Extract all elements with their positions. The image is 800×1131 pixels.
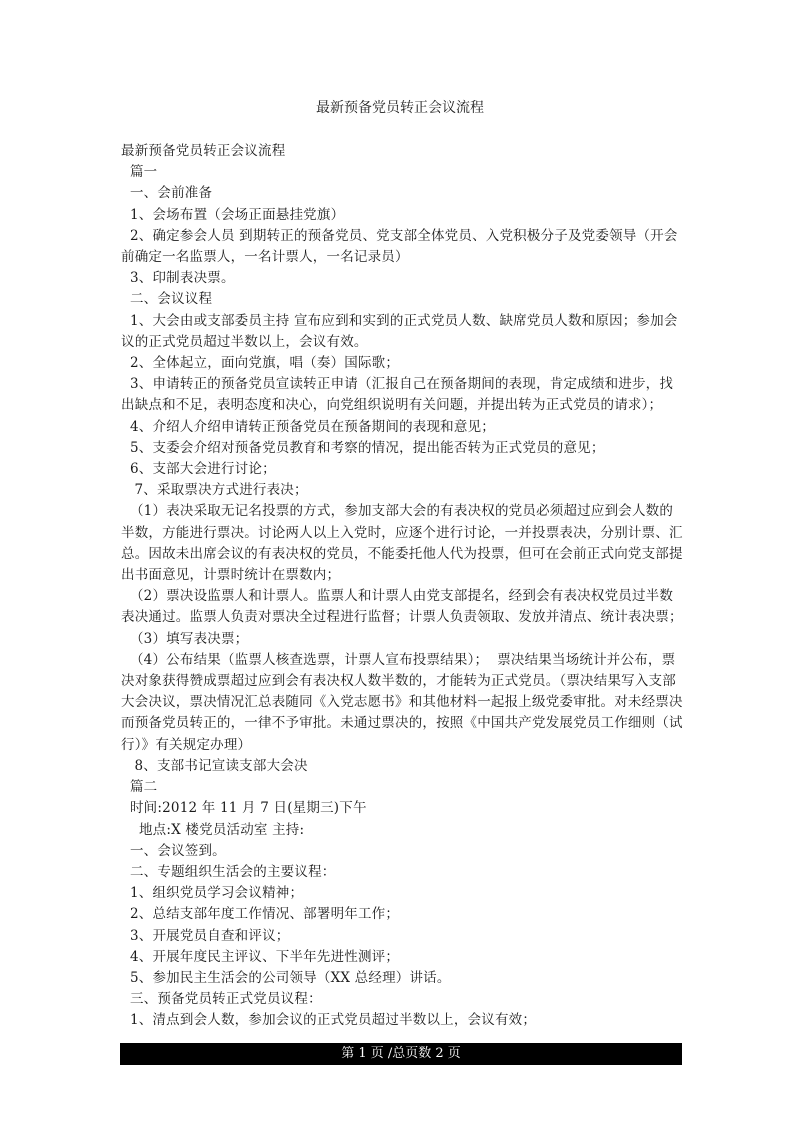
paragraph-line: 7、采取票决方式进行表决； bbox=[121, 482, 308, 499]
paragraph-line: 二、专题组织生活会的主要议程： bbox=[121, 863, 336, 880]
paragraph-line: 4、介绍人介绍申请转正预备党员在预备期间的表现和意见； bbox=[121, 418, 495, 435]
paragraph-line: 8、支部书记宣读支部大会决 bbox=[121, 757, 308, 774]
paragraph-line: 1、清点到会人数，参加会议的正式党员超过半数以上，会议有效； bbox=[121, 1012, 537, 1029]
paragraph-line: 4、开展年度民主评议、下半年先进性测评； bbox=[121, 948, 400, 965]
paragraph-line: 一、会前准备 bbox=[121, 185, 213, 202]
paragraph-line: 1、会场布置（会场正面悬挂党旗） bbox=[121, 206, 345, 223]
paragraph-line: 5、参加民主生活会的公司领导（XX 总经理）讲话。 bbox=[121, 969, 451, 986]
paragraph-line: （2）票决设监票人和计票人。监票人和计票人由党支部提名，经到会有表决权党员过半数表决通过。监票人负责对票决全过程进行监督；计票人负责领取、发放并清点、统计表决票； bbox=[121, 588, 683, 626]
paragraph-line: （1）表决采取无记名投票的方式，参加支部大会的有表决权的党员必须超过应到会人数的半数，方能进行票决。讨论两人以上入党时，应逐个进行讨论，一并投票表决，分别计票、汇总。因故未出席会议的有表决权的党员，不能委托他人代为投票，但可在会前正式向党支部提出书面意见，计票时统计在票数内； bbox=[121, 503, 683, 584]
document-body bbox=[121, 141, 683, 1032]
paragraph-line: （3）填写表决票； bbox=[121, 630, 249, 647]
page-title: 最新预备党员转正会议流程 bbox=[316, 100, 484, 116]
paragraph-line: 一、会议签到。 bbox=[121, 842, 226, 859]
paragraph-line: 三、预备党员转正式党员议程： bbox=[121, 991, 322, 1008]
paragraph-line: 6、支部大会进行讨论； bbox=[121, 461, 276, 478]
paragraph-line: 3、申请转正的预备党员宣读转正申请（汇报自己在预备期间的表现，肯定成绩和进步，找出缺点和不足，表明态度和决心，向党组织说明有关问题，并提出转为正式党员的请求）； bbox=[121, 376, 674, 414]
paragraph-line: 5、支委会介绍对预备党员教育和考察的情况，提出能否转为正式党员的意见； bbox=[121, 439, 605, 456]
paragraph-line: 1、大会由或支部委员主持 宣布应到和实到的正式党员人数、缺席党员人数和原因；参加会议的正式党员超过半数以上，会议有效。 bbox=[121, 312, 678, 350]
page-number-label: 第 1 页 /总页数 2 页 bbox=[341, 1046, 461, 1061]
paragraph-line: 1、组织党员学习会议精神； bbox=[121, 885, 304, 902]
paragraph-line: 3、开展党员自查和评议； bbox=[121, 927, 290, 944]
page-footer bbox=[120, 1043, 682, 1065]
paragraph-line: 篇一 bbox=[121, 164, 158, 181]
paragraph-line: 2、全体起立，面向党旗，唱（奏）国际歌； bbox=[121, 355, 400, 372]
paragraph-line: 3、印制表决票。 bbox=[121, 270, 235, 287]
paragraph-line: 时间:2012 年 11 月 7 日(星期三)下午 bbox=[121, 800, 367, 817]
paragraph-line: 篇二 bbox=[121, 779, 158, 796]
paragraph-line: 2、确定参会人员 到期转正的预备党员、党支部全体党员、入党积极分子及党委领导（开会前确定一名监票人，一名计票人，一名记录员） bbox=[121, 227, 678, 266]
paragraph-line: 2、总结支部年度工作情况、部署明年工作； bbox=[121, 906, 400, 923]
paragraph-line: 二、会议议程 bbox=[121, 291, 213, 308]
paragraph-line: 地点:X 楼党员活动室 主持: bbox=[121, 821, 305, 838]
paragraph-line: （4）公布结果（监票人核查选票，计票人宣布投票结果）； 票决结果当场统计并公布，票决对象获得赞成票超过应到会有表决权人数半数的，才能转为正式党员。（票决结果写入支部大会决议，票决情况汇总表随同《入党志愿书》和其他材料一起报上级党委审批。对未经票决而预备党员转正的，一律不予审批。未通过票决的，按照《中国共产党发展党员工作细则（试行）》有关规定办理） bbox=[121, 651, 683, 753]
paragraph-line: 最新预备党员转正会议流程 bbox=[121, 143, 286, 159]
